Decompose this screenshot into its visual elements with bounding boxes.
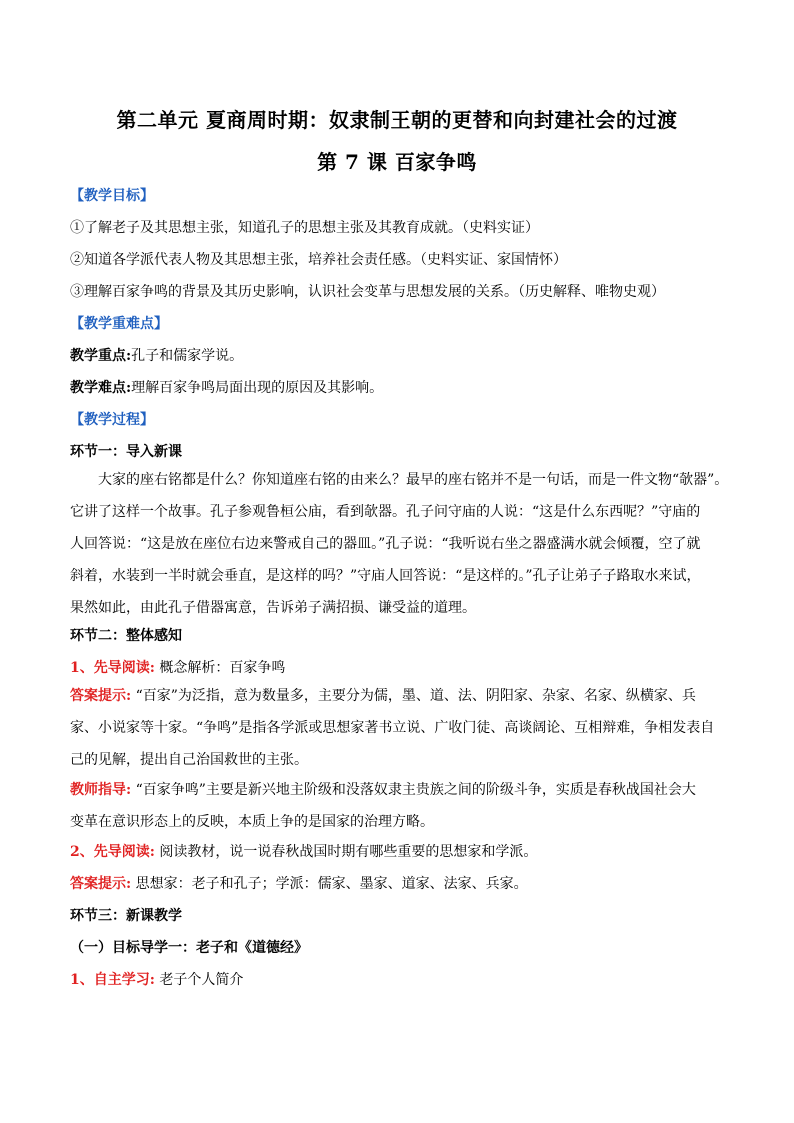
step-2-label: 环节二：整体感知	[70, 628, 182, 644]
goal-item-1: ①了解老子及其思想主张，知道孔子的思想主张及其教育成就。（史料实证）	[70, 220, 539, 236]
section-heading-process: 【教学过程】	[70, 412, 154, 428]
reading-2-line	[70, 842, 730, 862]
step-3-label: 环节三：新课教学	[70, 908, 182, 924]
self-study-line	[70, 970, 730, 990]
reading-2-text: 阅读教材，说一说春秋战国时期有哪些重要的思想家和学派。	[154, 844, 538, 860]
answer-1-label: 答案提示:	[70, 688, 132, 704]
difficulty-label: 教学难点:	[70, 380, 132, 396]
answer-1-text-1: “百家”为泛指，意为数量多，主要分为儒，墨、道、法、阴阳家、杂家、名家、纵横家、兵	[131, 688, 696, 704]
intro-paragraph	[70, 464, 730, 624]
teacher-label: 教师指导:	[70, 782, 132, 798]
intro-line-4: 斜着，水装到一半时就会垂直，是这样的吗？”守庙人回答说：“是这样的。”孔子让弟子子路取水来试，	[70, 568, 701, 584]
teacher-line-1	[70, 774, 730, 806]
intro-line-1: 大家的座右铭都是什么？你知道座右铭的由来么？最早的座右铭并不是一句话，而是一件文物“欹器”。	[98, 472, 729, 488]
reading-2-label: 2、先导阅读:	[70, 844, 155, 860]
self-study-label: 1、自主学习:	[70, 972, 155, 988]
key-point-label: 教学重点:	[70, 348, 132, 364]
difficulty-text: 理解百家争鸣局面出现的原因及其影响。	[131, 380, 384, 396]
objective-1-heading: （一）目标导学一：老子和《道德经》	[70, 940, 308, 956]
goal-item-2: ②知道各学派代表人物及其思想主张，培养社会责任感。（史料实证、家国情怀）	[70, 252, 567, 268]
lesson-title: 第 7 课 百家争鸣	[317, 150, 477, 174]
answer-2-text: 思想家：老子和孔子；学派：儒家、墨家、道家、法家、兵家。	[131, 876, 528, 892]
step-1-label: 环节一：导入新课	[70, 444, 182, 460]
reading-1-text: 概念解析：百家争鸣	[154, 660, 286, 676]
reading-1-label: 1、先导阅读:	[70, 660, 155, 676]
intro-line-2: 它讲了这样一个故事。孔子参观鲁桓公庙，看到欹器。孔子问守庙的人说：“这是什么东西呢？”守庙的	[70, 504, 701, 520]
unit-title: 第二单元 夏商周时期：奴隶制王朝的更替和向封建社会的过渡	[116, 108, 678, 132]
answer-1-line-2: 家、小说家等十家。“争鸣”是指各学派或思想家著书立说、广收门徒、高谈阔论、互相辩难，争相发表自	[70, 720, 715, 736]
key-point-line	[70, 346, 730, 366]
answer-2-line	[70, 874, 730, 894]
key-point-text: 孔子和儒家学说。	[131, 348, 244, 364]
intro-line-3: 人回答说：“这是放在座位右边来警戒自己的器皿。”孔子说：“我听说右坐之器盛满水就会倾覆，空了就	[70, 536, 701, 552]
section-heading-keypoints: 【教学重难点】	[70, 316, 168, 332]
answer-1-paragraph	[70, 680, 730, 776]
difficulty-line	[70, 378, 730, 398]
answer-1-line-3: 己的见解，提出自己治国救世的主张。	[70, 752, 308, 768]
teacher-guidance-paragraph	[70, 774, 730, 838]
goal-item-3: ③理解百家争鸣的背景及其历史影响，认识社会变革与思想发展的关系。（历史解释、唯物史观）	[70, 284, 665, 300]
answer-2-label: 答案提示:	[70, 876, 132, 892]
teacher-text-1: “百家争鸣”主要是新兴地主阶级和没落奴隶主贵族之间的阶级斗争，实质是春秋战国社会大	[131, 782, 696, 798]
section-heading-goals: 【教学目标】	[70, 188, 154, 204]
intro-line-5: 果然如此，由此孔子借器寓意，告诉弟子满招损、谦受益的道理。	[70, 600, 476, 616]
self-study-text: 老子个人简介	[154, 972, 244, 988]
answer-1-line-1	[70, 680, 730, 712]
reading-1-line	[70, 658, 730, 678]
teacher-line-2: 变革在意识形态上的反映，本质上争的是国家的治理方略。	[70, 814, 434, 830]
